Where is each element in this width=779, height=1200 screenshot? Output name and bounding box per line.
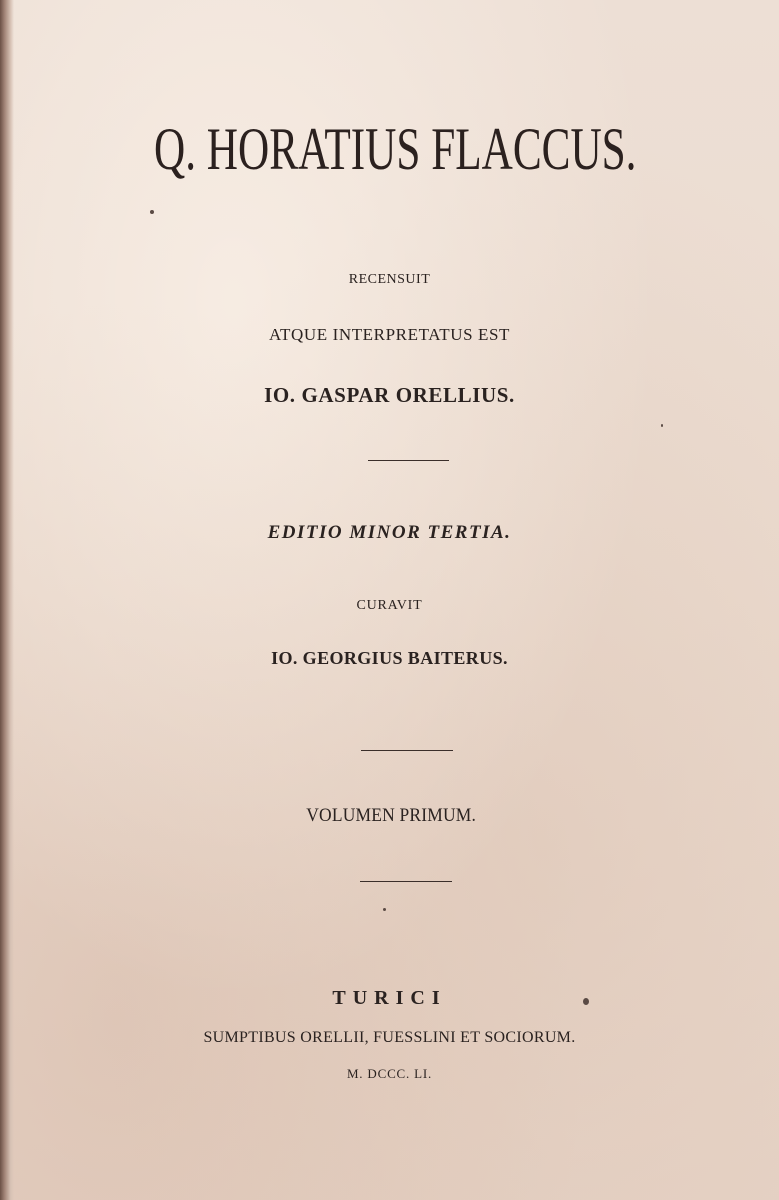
- divider-rule: [360, 881, 452, 882]
- curator-name: IO. GEORGIUS BAITERUS.: [271, 648, 508, 668]
- divider-rule: [361, 750, 453, 751]
- author-title: Q. HORATIUS FLACCUS.: [153, 116, 637, 182]
- edition-line: EDITIO MINOR TERTIA.: [267, 522, 512, 543]
- interpretatus-line: ATQUE INTERPRETATUS EST: [269, 325, 510, 344]
- imprint-publisher: SUMPTIBUS ORELLII, FUESSLINI ET SOCIORUM.: [203, 1029, 576, 1046]
- imprint-year: M. DCCC. LI.: [346, 1066, 433, 1081]
- editor-name: IO. GASPAR ORELLIUS.: [264, 383, 515, 407]
- paper-speck: [583, 998, 589, 1005]
- volume-line: VOLUMEN PRIMUM.: [306, 805, 477, 826]
- paper-speck: [383, 908, 386, 911]
- curavit-label: CURAVIT: [356, 598, 423, 613]
- divider-rule: [368, 460, 449, 461]
- recensuit-label: RECENSUIT: [348, 272, 431, 287]
- imprint-place: TURICI: [332, 987, 447, 1009]
- paper-speck: [150, 210, 154, 214]
- paper-speck: [661, 424, 663, 427]
